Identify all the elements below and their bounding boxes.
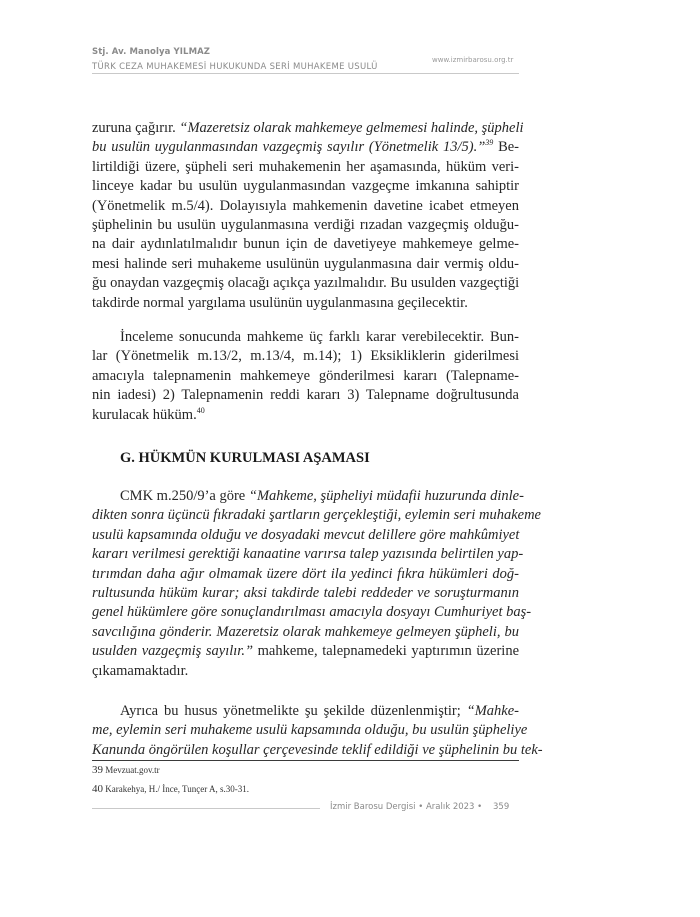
page-footer [330,802,509,812]
section-heading: G. HÜKMÜN KURULMASI AŞAMASI [120,450,370,466]
footnote-40: 40 Karakehya, H./ İnce, Tunçer A, s.30-31. [92,783,249,795]
footnote-39: 39 Mevzuat.gov.tr [92,764,160,776]
footnote-divider [92,760,519,761]
paragraph-1 [92,119,524,313]
header-title: TÜRK CEZA MUHAKEMESİ HUKUKUNDA SERİ MUHAKEME USULÜ [92,62,378,72]
text-line: (Yönetmelik m.5/4). Dolayısıyla mahkemenin davetine icabet etmeyen [92,197,519,214]
footnote-ref-40[interactable]: 40 [196,405,205,415]
text-line: dikten sonra üçüncü fıkradaki şartların gerçekleştiği, eylemin seri muhakeme [92,507,541,524]
text-line: Ayrıca bu husus yönetmelikte şu şekilde düzenlenmiştir; “Mahke- [120,703,519,719]
text-line: rultusunda hüküm kurar; aksi takdirde talebi reddeder ve soruşturmanın [92,585,519,602]
journal-name: İzmir Barosu Dergisi [330,802,416,812]
text-line: tırımdan daha ağır olmamak üzere dört ila yedinci fıkra hükümleri doğ- [92,565,519,582]
text-line: zuruna çağırır. “Mazeretsiz olarak mahkemeye gelmemesi halinde, şüpheli [92,120,524,136]
text-line: me, eylemin seri muhakeme usulü kapsamında olduğu, bu usulün şüpheliye [92,722,528,739]
header-url[interactable]: www.izmirbarosu.org.tr [432,56,514,64]
paragraph-3 [92,487,541,681]
text-line: CMK m.250/9’a göre “Mahkeme, şüpheliyi müdafii huzurunda dinle- [120,488,524,504]
text-line: lirtildiği üzere, şüpheli seri muhakemenin her aşamasında, hüküm veri- [92,158,519,175]
footer-separator: • [477,802,483,812]
text-line: şüphelinin bu usulün uygulanmasına verdiği rızadan vazgeçmiş olduğu- [92,217,519,234]
header-divider [92,73,519,74]
text-line: usulden vazgeçmiş sayılır.” mahkeme, talepnamedeki yaptırımın üzerine [92,643,520,660]
footnote-ref-39[interactable]: 39 [485,138,494,148]
text-line: kararı verilmesi gerektiği kanaatine varırsa talep yazısında belirtilen yap- [92,546,524,563]
text-line: lar (Yönetmelik m.13/2, m.13/4, m.14); 1) Eksikliklerin giderilmesi [92,348,519,365]
text-line: takdirde normal yargılama usulünün uygulanmasına geçilecektir. [92,294,468,311]
footer-separator: • [418,802,424,812]
text-line: çıkamamaktadır. [92,662,189,679]
page-number: 359 [493,802,510,812]
text-line: ğu onaydan vazgeçmiş olacağı açıkça yazılmalıdır. Bu usulden vazgeçtiği [92,275,520,292]
text-line: Kanunda öngörülen koşullar çerçevesinde teklif edildiği ve şüphelinin bu tek- [92,741,543,758]
text-line: İnceleme sonucunda mahkeme üç farklı karar verebilecektir. Bun- [120,329,519,345]
text-line: genel hükümlere göre sonuçlandırılması amacıyla dosyayı Cumhuriyet baş- [92,604,532,621]
text-line: kurulacak hüküm.$^{40}$ [92,405,205,423]
paragraph-2 [92,328,519,425]
text-line: usulü kapsamında olduğu ve dosyadaki mevcut delillere göre mahkûmiyet [92,526,520,543]
paragraph-4 [92,702,543,760]
footer-divider [92,808,320,809]
issue-date: Aralık 2023 [425,802,475,812]
text-line: na dair aydınlatılmalıdır bunun için de davetiyeye mahkemeye gelme- [92,236,519,253]
text-line: linceye kadar bu usulün uygulanmasından vazgeçme imkanına sahiptir [92,178,519,195]
text-line: amacıyla talepnamenin mahkemeye gönderilmesi kararı (Talepname- [92,367,519,384]
text-line: bu usulün uygulanmasından vazgeçmiş sayılır (Yönetmelik 13/5).”$^{39}$ Be- [92,138,519,156]
text-line: nin iadesi) 2) Talepnamenin reddi kararı 3) Talepname doğrultusunda [92,387,519,404]
text-line: mesi halinde seri muhakeme usulünün uygulanmasına dair vermiş oldu- [92,255,519,272]
header-author: Stj. Av. Manolya YILMAZ [92,47,211,57]
text-line: savcılığına gönderir. Mazeretsiz olarak mahkemeye gelmeyen şüpheli, bu [92,623,519,640]
